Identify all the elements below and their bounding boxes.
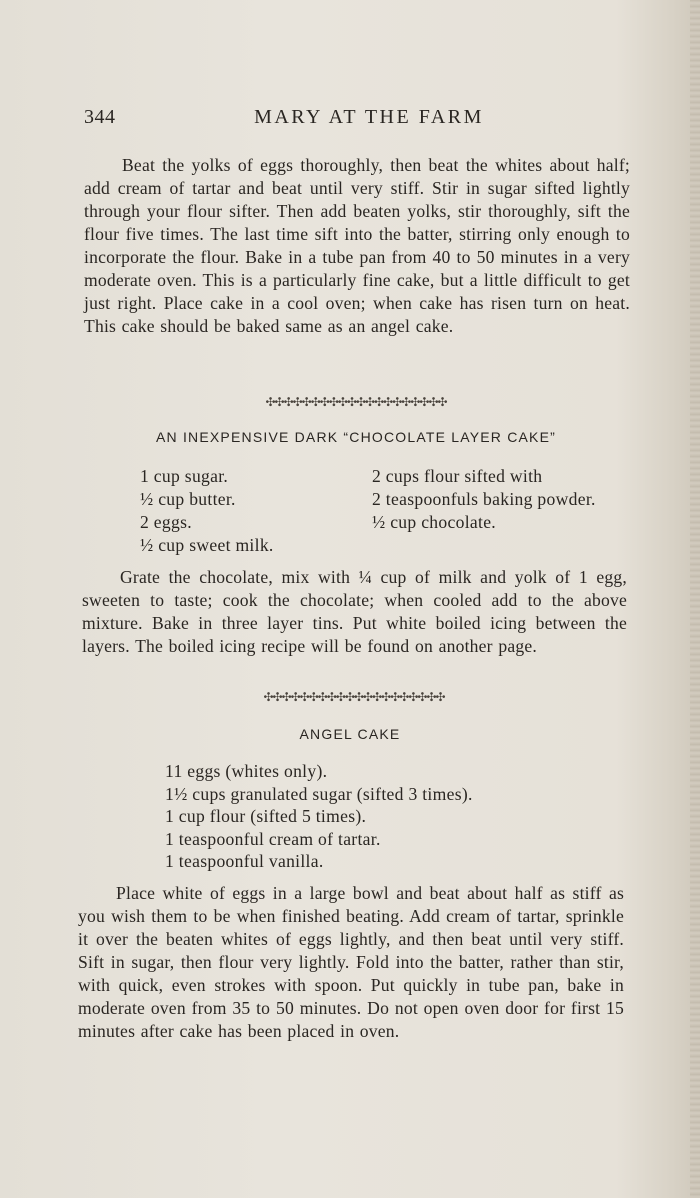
ingredient-item: 1 cup sugar. xyxy=(140,466,229,486)
angel-cake-instructions: Place white of eggs in a large bowl and beat about half as stiff as you wish them to be when finished beating. Add cream of tartar, sprinkle it over the beaten whites of eggs lightly, and then beat until very stiff. Sift in sugar, then flour very lightly. Fold into the batter, rather than stir, with quick, even strokes with spoon. Put quickly in tube pan, bake in moderate oven from 35 to 50 minutes. Do not open oven door for first 15 minutes after cake has been placed in oven. xyxy=(78,883,624,1041)
running-title: MARY AT THE FARM xyxy=(254,106,484,128)
ingredient-list-left xyxy=(140,465,274,557)
ingredient-item: 2 teaspoonfuls baking powder. xyxy=(372,489,596,509)
ingredient-item: 1½ cups granulated sugar (sifted 3 times). xyxy=(165,783,473,804)
intro-paragraph: Beat the yolks of eggs thoroughly, then beat the whites about half; add cream of tartar and beat until very stiff. Stir in sugar sifted lightly through your flour sifter. Then add beaten yolks, stir thoroughly, sift the flour five times. The last time sift into the batter, stirring only enough to incorporate the flour. Bake in a tube pan from 40 to 50 minutes in a very moderate oven. This is a particularly fine cake, but a little difficult to get just right. Place cake in a cool oven; when cake has risen turn on heat. This cake should be baked same as an angel cake. xyxy=(84,155,630,336)
ingredient-item: 11 eggs (whites only). xyxy=(165,761,328,781)
page-header xyxy=(84,106,624,134)
page-edge xyxy=(690,0,700,1198)
ingredient-item: 1 teaspoonful cream of tartar. xyxy=(165,828,381,849)
angel-cake-ingredient-list xyxy=(165,760,473,873)
page-number: 344 xyxy=(84,106,116,128)
ingredient-item: ½ cup butter. xyxy=(140,489,236,509)
ingredient-item: ½ cup chocolate. xyxy=(372,512,496,532)
ingredient-item: 2 cups flour sifted with xyxy=(372,466,543,486)
ingredient-item: 2 eggs. xyxy=(140,512,192,532)
ornament-divider: ✣✣✣✣✣✣✣✣✣✣✣✣✣✣✣✣✣✣✣✣ xyxy=(263,690,445,704)
ornament-divider: ✣✣✣✣✣✣✣✣✣✣✣✣✣✣✣✣✣✣✣✣ xyxy=(265,395,447,409)
ingredient-item: 1 teaspoonful vanilla. xyxy=(165,851,324,871)
ingredient-list-right xyxy=(372,465,596,534)
ingredient-item: ½ cup sweet milk. xyxy=(140,535,274,555)
ingredient-item: 1 cup flour (sifted 5 times). xyxy=(165,806,367,826)
recipe-title-angel-cake: ANGEL CAKE xyxy=(299,726,401,742)
recipe-title-chocolate-layer-cake: AN INEXPENSIVE DARK “CHOCOLATE LAYER CAKE” xyxy=(156,429,556,445)
chocolate-cake-instructions: Grate the chocolate, mix with ¼ cup of milk and yolk of 1 egg, sweeten to taste; cook the chocolate; when cooled add to the above mixture. Bake in three layer tins. Put white boiled icing between the layers. The boiled icing recipe will be found on another page. xyxy=(82,567,627,656)
